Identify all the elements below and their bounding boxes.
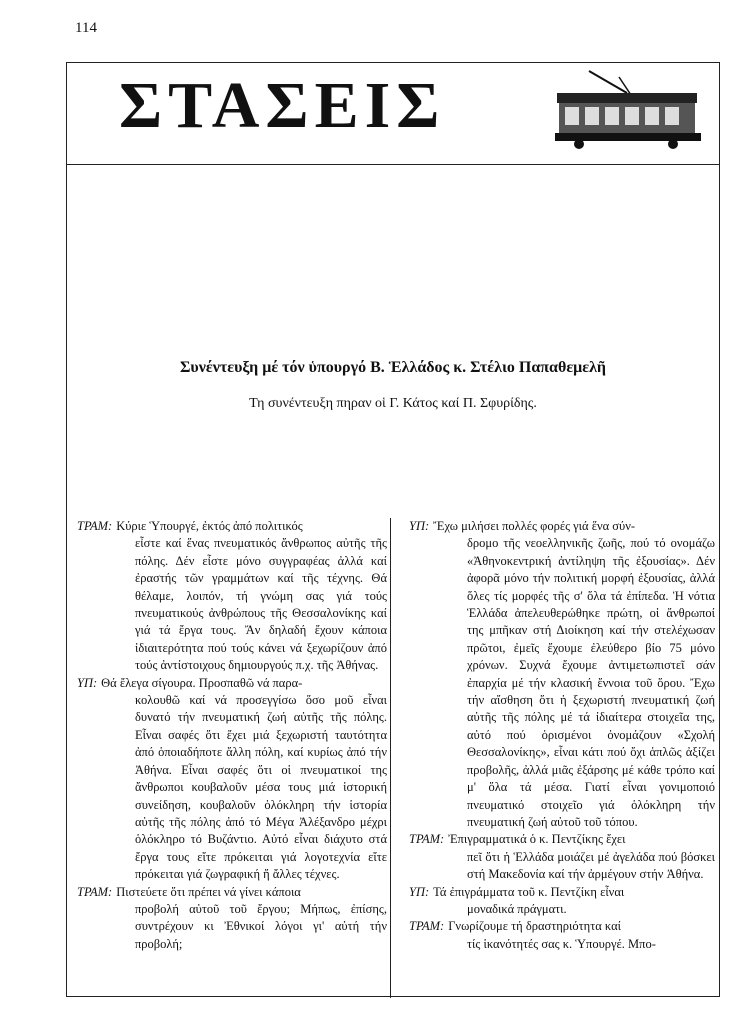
paragraph-first-line: Τά ἐπιγράμματα τοῦ κ. Πεντζίκη εἶναι — [433, 884, 625, 899]
speaker-label: ΤΡΑΜ: — [77, 519, 113, 533]
qa-paragraph — [409, 831, 715, 883]
qa-paragraph — [409, 918, 715, 953]
paragraph-text: δρομο τῆς νεοελληνικῆς ζωῆς, πού τό ονομάζω «Ἀθηνοκεντρική ἀντίληψη τῆς ἐξουσίας». Δέν ἀφορᾶ μόνο τήν πολιτική μορφή ἐξουσίας, ἀλλά ὅλες τίς μορφές τῆς σ' ὅλα τά ἐπίπεδα. Ἡ νότια Ἑλλάδα ἀπελευθερώθηκε πρώτη, οἱ ἄνθρωποί της μπῆκαν στή Διοίκηση καί τήν στελέχωσαν πρῶτοι, ἐμεῖς ἔχουμε ἐλεύθερο βίο 75 μόνο χρόνων. Συχνά ἔχουμε ἀντιμετωπιστεῖ σάν ἐπαρχία μέ τήν κλασική ἔννοια τοῦ ὅρου. Ἔχω τήν αἴσθηση ὅτι ἡ ξεχωριστή πνευματική ζωή αὐτῆς τῆς πόλης μέ τά ἰδιαίτερα στοιχεῖα της, αὐτό πού ὁρισμένοι ὀνομάζουν «Σχολή Θεσσαλονίκης», εἶναι κάτι πού ὄχι ἁπλῶς ἀξίζει προβολῆς, ἀλλά μιᾶς ἐξάρσης μέ κάθε τρόπο καί μ' ὅλα τά μέσα. Γιατί εἶναι γονιμοποιό πνευματικό στοιχεῖο γιά ὁλόκληρη τήν πνευματική ζωή αὐτοῦ τοῦ τόπου. — [467, 536, 715, 829]
paragraph-first-line: Ἐπιγραμματικά ὁ κ. Πεντζίκης ἔχει — [448, 832, 626, 847]
qa-paragraph — [77, 884, 387, 954]
paragraph-first-line: Πιστεύετε ὅτι πρέπει νά γίνει κάποια — [116, 884, 301, 899]
paragraph-first-line: Κύριε Ὑπουργέ, ἐκτός ἀπό πολιτικός — [116, 519, 303, 533]
qa-paragraph — [409, 518, 715, 831]
speaker-label: ΤΡΑΜ: — [409, 832, 445, 847]
section-title: ΣΤΑΣΕΙΣ — [119, 69, 446, 142]
paragraph-text: μοναδικά πράγματι. — [467, 901, 567, 916]
qa-paragraph — [77, 675, 387, 884]
speaker-label: ΥΠ: — [409, 519, 430, 533]
tram-illustration-icon — [549, 69, 709, 151]
paragraph-text: κολουθῶ καί νά προσεγγίσω ὅσο μοῦ εἶναι δυνατό τήν πνευματική ζωή αὐτῆς τῆς πόλης. Εἶναι σαφές ὅτι ἔχει μιά ξεχωριστή ταυτότητα ἀπό ὁποιαδήποτε ἄλλη πόλη, καί κυρίως ἀπό τήν Ἀθήνα. Εἶναι σαφές ὅτι οἱ πνευματικοί της ἄνθρωποι κουβαλοῦν μέσα τους μιά ἱστορική συνείδηση, κουβαλοῦν ὁλόκληρη τήν ἱστορία αὐτῆς τῆς πόλης ἀπό τό Μέγα Ἀλέξανδρο μέχρι ὁλόκληρο τό Βυζάντιο. Αὐτό εἶναι διάχυτο στά ἔργα τους εἴτε πρόκειται γιά λογοτεχνία εἴτε πρόκειται γιά ζωγραφική ἤ ἄλλες τέχνες. — [135, 693, 387, 882]
qa-paragraph — [409, 884, 715, 919]
paragraph-text: τίς ἱκανότητές σας κ. Ὑπουργέ. Μπο- — [467, 936, 656, 951]
paragraph-text: πεῖ ὅτι ἡ Ἑλλάδα μοιάζει μέ ἀγελάδα πού βόσκει στή Μακεδονία καί τήν ἀρμέγουν στήν Ἀθήνα. — [467, 849, 715, 882]
speaker-label: ΥΠ: — [409, 884, 430, 899]
interview-title: Συνέντευξη μέ τόν ὑπουργό Β. Ἑλλάδος κ. Στέλιο Παπαθεμελῆ — [179, 359, 607, 376]
paragraph-first-line: Ἔχω μιλήσει πολλές φορές γιά ἕνα σύν- — [433, 519, 636, 533]
page-number: 114 — [75, 20, 97, 36]
paragraph-first-line: Γνωρίζουμε τή δραστηριότητα καί — [448, 919, 622, 934]
speaker-label: ΤΡΑΜ: — [77, 884, 113, 899]
header-band — [67, 63, 719, 165]
interview-byline: Τη συνέντευξη πηραν οἱ Γ. Κάτος καί Π. Σφυρίδης. — [249, 396, 537, 411]
right-column — [409, 518, 715, 953]
speaker-label: ΤΡΑΜ: — [409, 919, 445, 934]
speaker-label: ΥΠ: — [77, 675, 98, 690]
paragraph-text: εἶστε καί ἕνας πνευματικός ἄνθρωπος αὐτῆς τῆς πόλης. Δέν εἶστε μόνο συγγραφέας ἀλλά καί ἐραστής τῶν γραμμάτων καί τῆς τέχνης. Θά θέλαμε, λοιπόν, τή γνώμη σας γιά τούς πνευματικούς ἀνθρώπους τῆς Θεσσαλονίκης καί γιά τά ἔργα τους. Ἄν δηλαδή ἔχουν κάποια ἰδιαιτερότητα πού τούς κάνει νά ξεχωρίζουν ἀπό τούς ἀντίστοιχους δημιουργούς π.χ. τῆς Ἀθήνας. — [135, 536, 387, 673]
paragraph-text: προβολή αὐτοῦ τοῦ ἔργου; Μήπως, ἐπίσης, συντρέχουν κι Ἐθνικοί λόγοι γι' αὐτή τήν προβολή; — [135, 901, 387, 951]
article-frame — [66, 62, 720, 997]
column-divider — [390, 518, 391, 998]
qa-paragraph — [77, 518, 387, 675]
paragraph-first-line: Θά ἔλεγα σίγουρα. Προσπαθῶ νά παρα- — [101, 675, 303, 690]
left-column — [77, 518, 387, 953]
